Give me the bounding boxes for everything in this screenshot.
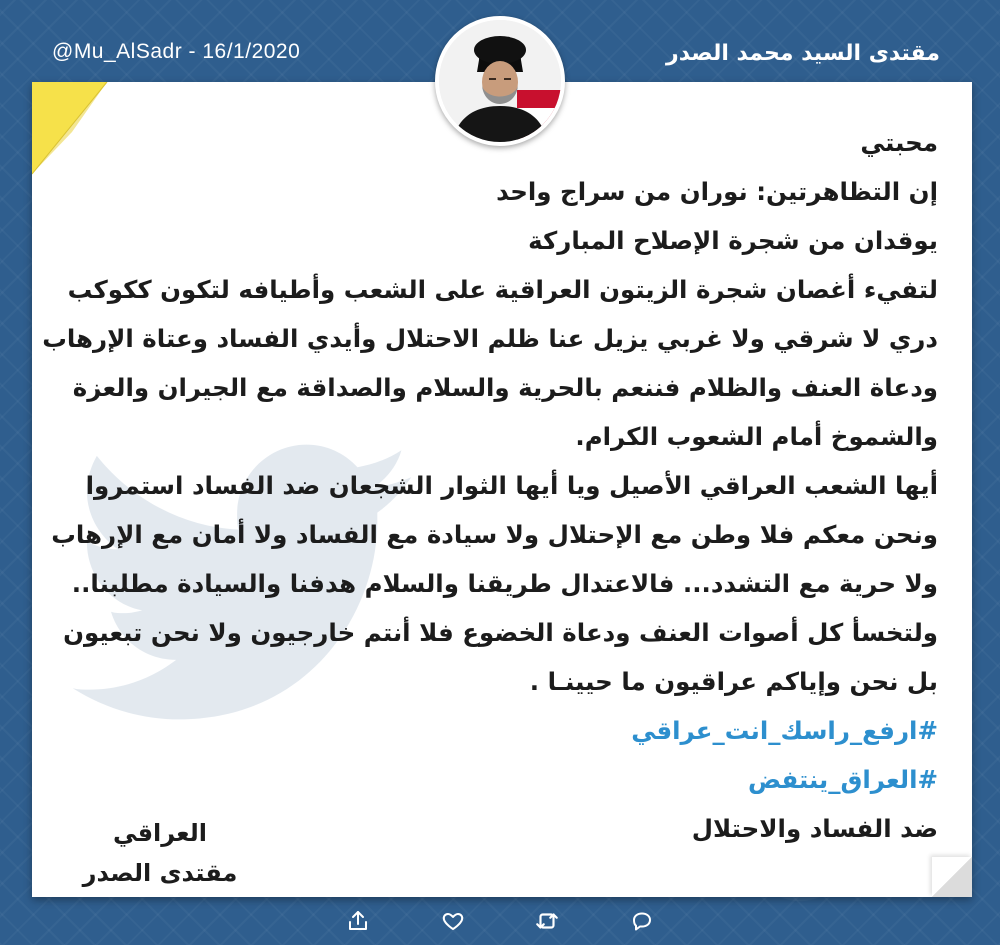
heart-icon	[441, 909, 465, 933]
message-closing: ضد الفساد والاحتلال	[691, 814, 938, 843]
message-line: ولتخسأ كل أصوات العنف ودعاة الخضوع فلا أنتم خارجيون ولا نحن تبعيون	[63, 618, 938, 647]
reply-button[interactable]	[629, 908, 655, 934]
message-line: والشموخ أمام الشعوب الكرام.	[575, 422, 938, 451]
reply-icon	[630, 909, 654, 933]
share-icon	[346, 909, 370, 933]
message-line: لتفيء أغصان شجرة الزيتون العراقية على الشعب وأطيافه لتكون ككوكب	[67, 275, 938, 304]
paper-corner-fold	[932, 857, 972, 897]
retweet-icon	[534, 908, 560, 934]
message-line: ودعاة العنف والظلام فننعم بالحرية والسلام والصداقة مع الجيران والعزة	[72, 373, 938, 402]
hashtag-link[interactable]: #العراق_ينتفض	[747, 765, 938, 794]
retweet-button[interactable]	[534, 908, 560, 934]
hashtag-link[interactable]: #ارفع_راسك_انت_عراقي	[631, 716, 938, 745]
message-line: محبتي	[860, 128, 938, 157]
message-line: دري لا شرقي ولا غربي يزيل عنا ظلم الاحتلال وأيدي الفساد وعتاة الإرهاب	[42, 324, 938, 353]
share-button[interactable]	[345, 908, 371, 934]
tweet-message-body	[42, 118, 938, 853]
message-line: أيها الشعب العراقي الأصيل ويا أيها الثوار الشجعان ضد الفساد استمروا	[85, 471, 938, 500]
message-line: يوقدان من شجرة الإصلاح المباركة	[528, 226, 938, 255]
signature-name: مقتدى الصدر	[82, 859, 238, 887]
tweet-header-author-name: مقتدى السيد محمد الصدر	[666, 41, 940, 66]
signature-line: العراقي	[113, 819, 207, 847]
tweet-header-handle-date: @Mu_AlSadr - 16/1/2020	[52, 40, 301, 63]
tweet-action-bar	[345, 905, 655, 937]
message-line: ولا حرية مع التشدد... فالاعتدال طريقنا والسلام هدفنا والسيادة مطلبنا..	[71, 569, 938, 598]
signature-block	[80, 813, 240, 893]
message-line: ونحن معكم فلا وطن مع الإحتلال ولا سيادة مع الفساد ولا أمان مع الإرهاب	[51, 520, 938, 549]
message-line: إن التظاهرتين: نوران من سراج واحد	[496, 177, 938, 206]
like-button[interactable]	[440, 908, 466, 934]
message-line: بل نحن وإياكم عراقيون ما حيينـا .	[529, 667, 938, 696]
